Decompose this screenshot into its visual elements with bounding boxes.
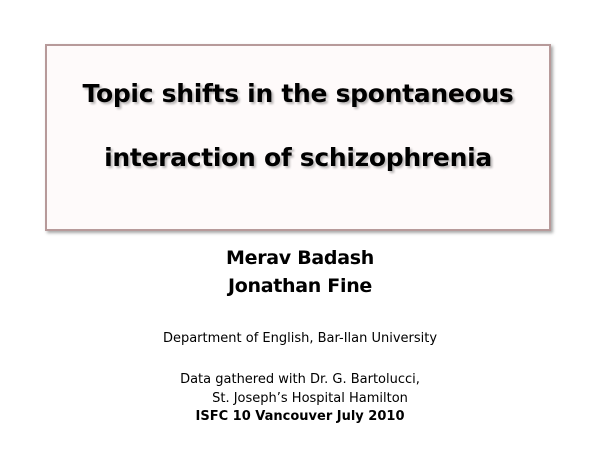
conference-text: ISFC 10 Vancouver July 2010 — [195, 409, 405, 424]
title-line-2: interaction of schizophrenia — [104, 143, 492, 172]
author-name-2: Jonathan Fine — [227, 275, 373, 297]
data-credit-text: Data gathered with Dr. G. Bartolucci, — [180, 372, 420, 387]
title-line-1: Topic shifts in the spontaneous — [82, 79, 514, 108]
title-box — [45, 44, 551, 231]
author-name-1: Merav Badash — [226, 247, 374, 269]
hospital-text: St. Joseph’s Hospital Hamilton — [212, 391, 408, 406]
department-text: Department of English, Bar-Ilan University — [162, 331, 438, 346]
